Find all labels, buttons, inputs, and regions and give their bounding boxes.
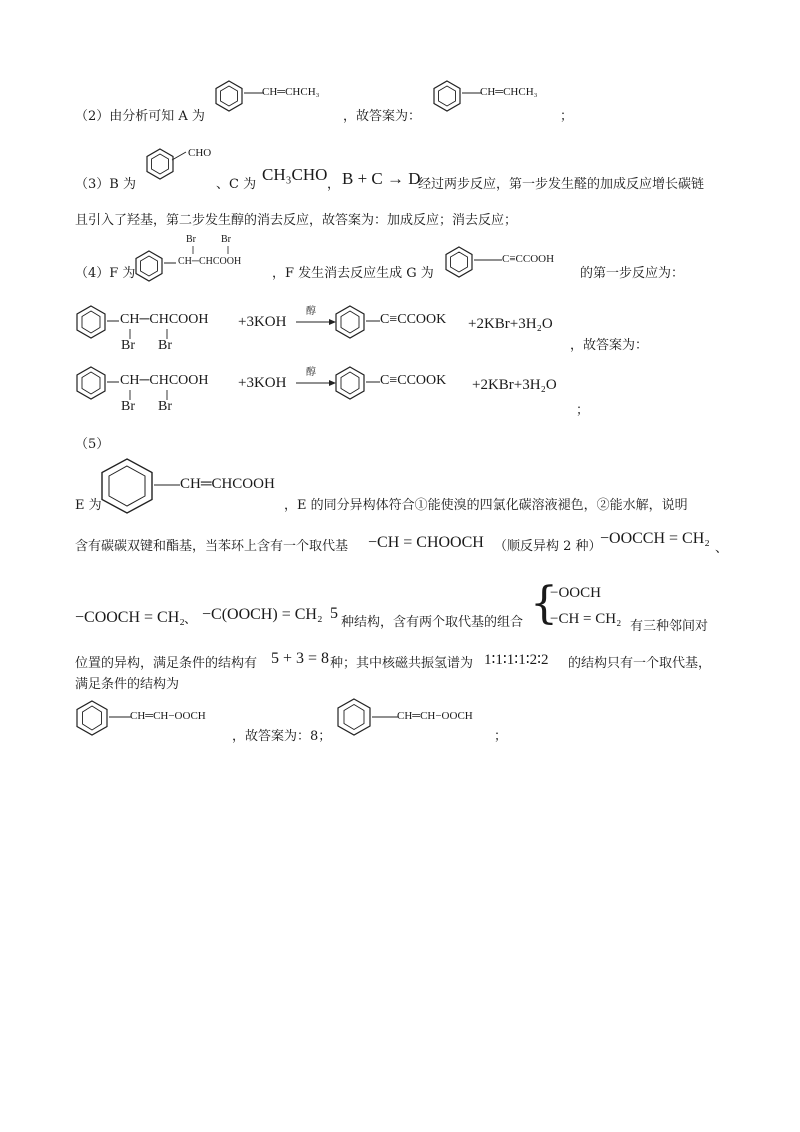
equation-2-condition: 醇: [306, 367, 316, 378]
p4-answer-text: ，故答案为：: [570, 338, 649, 353]
p5-line-3b: 有三种邻间对: [630, 619, 709, 634]
equation-1-byproducts: +2KBr+3H₂O: [468, 316, 553, 332]
p4-end-text: 的第一步反应为：: [580, 266, 685, 281]
bond-line-icon: [107, 320, 119, 322]
p3-text-2: 且引入了羟基，第二步发生醇的消去反应，故答案为：加成反应；消去反应；: [75, 213, 518, 228]
benzene-ring-icon: [145, 148, 175, 180]
formula-c: CH₃CHO: [262, 165, 328, 184]
p3-text-1: 经过两步反应，第一步发生醛的加成反应增长碳链: [418, 177, 705, 192]
bond-line-icon: [366, 381, 380, 383]
substituent-4: −C(OOCH) = CH₂: [202, 606, 323, 623]
structure-a-answer-substituent: CH═CHCH₃: [480, 86, 538, 98]
benzene-ring-icon: [75, 305, 107, 339]
bond-line-icon: [474, 259, 502, 261]
p4-end-2: ；: [576, 403, 590, 418]
bond-line-icon: [164, 262, 176, 264]
p3-b-label: （3）B 为: [75, 177, 136, 192]
p4-mid-text: ，F 发生消去反应生成 G 为: [272, 266, 434, 281]
benzene-ring-icon: [75, 366, 107, 400]
p5-line-5: 满足条件的结构为: [75, 677, 180, 692]
p5-label: （5）: [75, 437, 110, 452]
structure-g-substituent: C≡CCOOH: [502, 253, 555, 265]
equation-1-condition: 醇: [306, 306, 316, 317]
bond-line-icon: [107, 381, 119, 383]
bond-line-icon: [372, 716, 398, 718]
equation-1-koh: +3KOH: [238, 314, 287, 330]
p5-line-4a: 位置的异构，满足条件的结构有: [75, 656, 258, 671]
structure-f-br-1: Br: [186, 234, 196, 245]
structure-e-substituent: CH═CHCOOH: [180, 476, 275, 492]
equation-2-byproducts: +2KBr+3H₂O: [472, 377, 557, 393]
equation-2-br-2: Br: [158, 399, 172, 414]
group-brace: {: [530, 578, 558, 629]
benzene-ring-icon: [134, 250, 164, 282]
substituent-2: −OOCCH = CH₂: [600, 530, 710, 547]
equation-2-br-1: Br: [121, 399, 135, 414]
answer-structure-substituent: CH═CH−OOCH: [130, 710, 206, 722]
equation-1-reactant: CH─CHCOOH: [120, 312, 209, 327]
p2-lead-text: （2）由分析可知 A 为: [75, 109, 205, 124]
structure-f-br-2: Br: [221, 234, 231, 245]
equation-1-br-2: Br: [158, 338, 172, 353]
p5-e-label: E 为: [75, 498, 102, 513]
structure-b-substituent: CHO: [188, 147, 212, 159]
equation-2-product: C≡CCOOK: [380, 373, 447, 388]
p5-pause-2: 、: [184, 612, 198, 627]
bond-line-icon: [366, 320, 380, 322]
benzene-ring-icon: [75, 700, 109, 736]
reaction-arrow-icon: [296, 380, 336, 386]
equation-1-br-1: Br: [121, 338, 135, 353]
benzene-ring-icon: [444, 246, 474, 278]
substituent-3: −COOCH = CH₂: [75, 609, 185, 626]
bond-line-icon: [462, 92, 482, 94]
p5-line-3a: 种结构，含有两个取代基的组合: [341, 615, 524, 630]
benzene-ring-icon: [214, 80, 244, 112]
p5-line-2a: 含有碳碳双键和酯基，当苯环上含有一个取代基: [75, 539, 349, 554]
reaction-b-c-d: B + C → D: [342, 169, 421, 188]
bond-line-icon: [154, 484, 180, 486]
benzene-ring-icon: [336, 698, 372, 736]
equation-2-koh: +3KOH: [238, 375, 287, 391]
p5-line-4c: 的结构只有一个取代基，: [568, 656, 712, 671]
p5-line-1: ，E 的同分异构体符合①能使溴的四氯化碳溶液褪色，②能水解，说明: [284, 498, 688, 513]
nmr-ratio: 1∶1∶1∶1∶2∶2: [484, 652, 549, 668]
p2-end-text: ；: [560, 109, 574, 124]
p5-line-2b: （顺反异构 2 种）: [494, 539, 602, 554]
equation-1-product: C≡CCOOK: [380, 312, 447, 327]
p5-answer-text: ，故答案为：8；: [232, 729, 332, 744]
reaction-arrow-icon: [296, 319, 336, 325]
combo-group-2: −CH = CH₂: [550, 611, 622, 627]
p3-comma: ，: [327, 177, 341, 192]
structure-count-sum: 5 + 3 = 8: [271, 650, 330, 667]
p3-c-label: 、C 为: [216, 177, 257, 192]
benzene-ring-icon: [334, 366, 366, 400]
benzene-ring-icon: [100, 458, 154, 514]
equation-2-reactant: CH─CHCOOH: [120, 373, 209, 388]
benzene-ring-icon: [334, 305, 366, 339]
bond-vertical-icon: [192, 246, 194, 254]
bond-line-icon: [244, 92, 264, 94]
p5-line-4b: 种；其中核磁共振氢谱为: [330, 656, 474, 671]
combo-group-1: −OOCH: [550, 585, 601, 601]
p5-end: ；: [494, 729, 508, 744]
p4-f-label: （4）F 为: [75, 266, 136, 281]
bond-vertical-icon: [227, 246, 229, 254]
p2-mid-text: ，故答案为：: [343, 109, 422, 124]
p5-pause: 、: [715, 541, 729, 556]
structure-a-substituent: CH═CHCH₃: [262, 86, 320, 98]
bond-line-icon: [109, 716, 131, 718]
isomer-count: 5: [330, 605, 338, 622]
benzene-ring-icon: [432, 80, 462, 112]
substituent-1: −CH = CHOOCH: [368, 534, 484, 551]
answer-structure-2-substituent: CH═CH−OOCH: [397, 710, 473, 722]
structure-f-main: CH─CHCOOH: [178, 256, 242, 267]
